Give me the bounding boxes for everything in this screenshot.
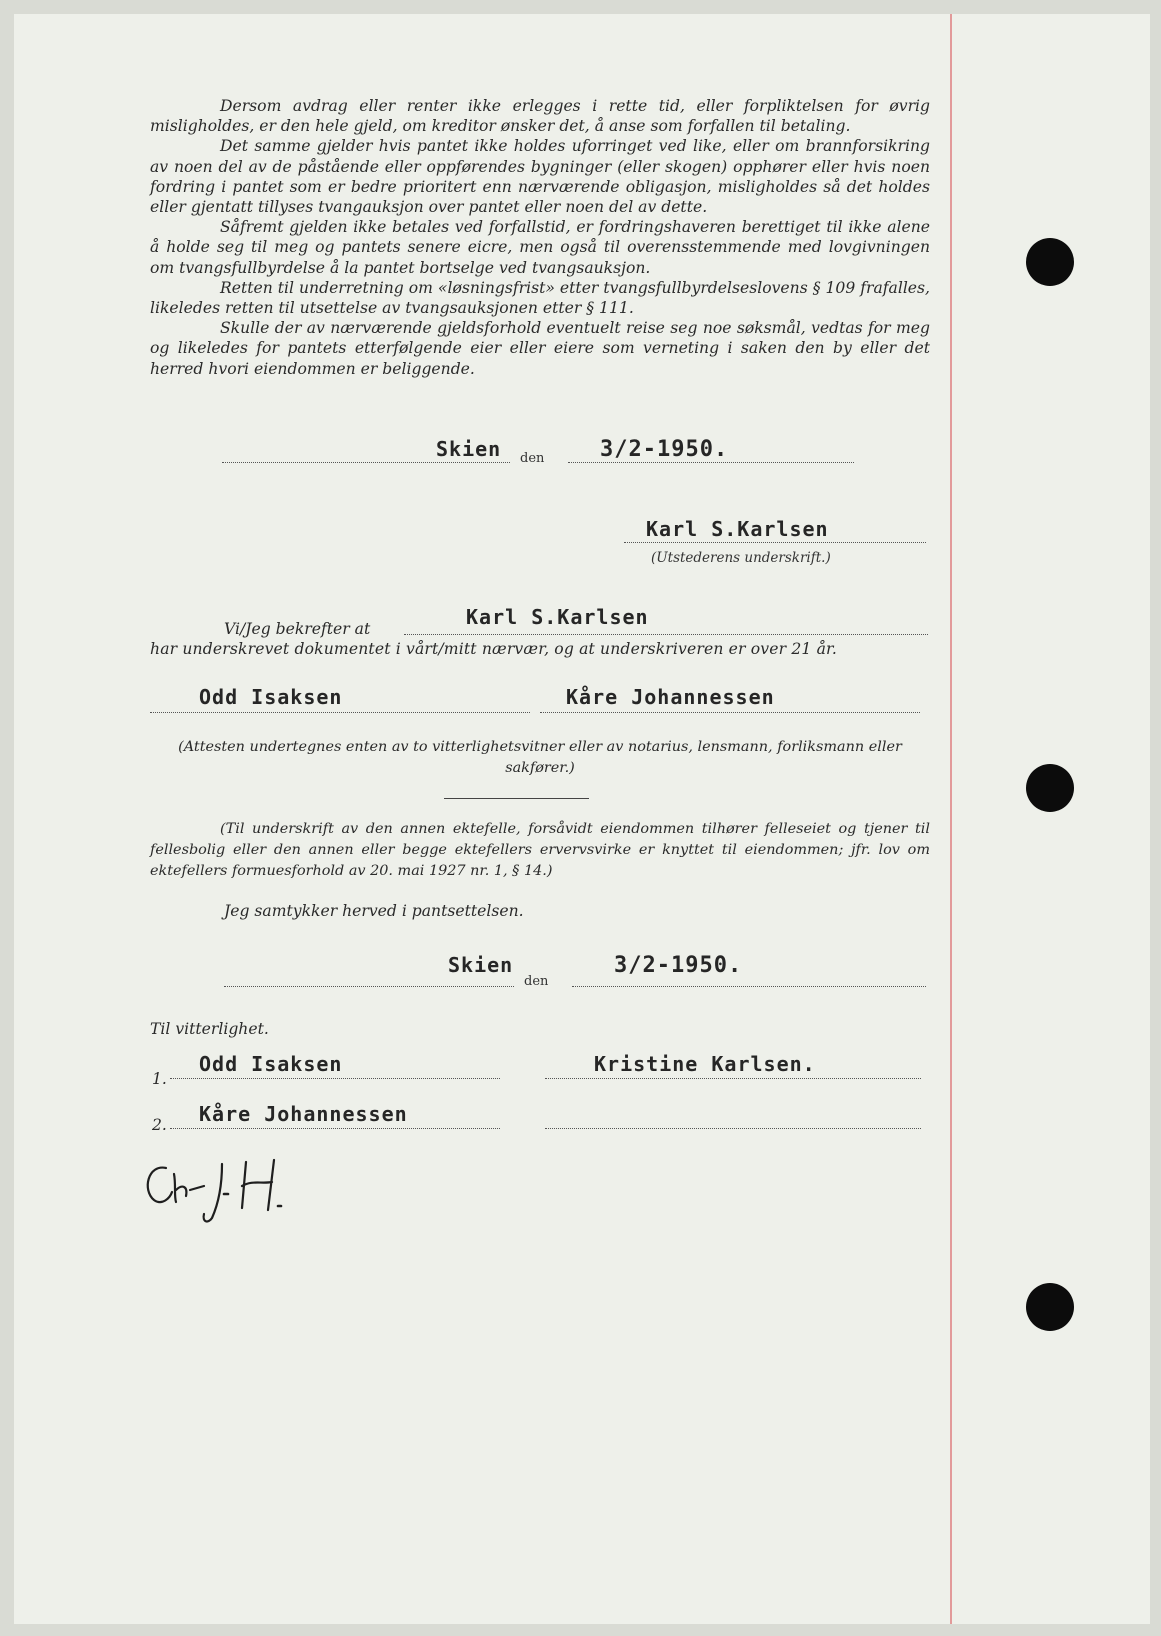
terms-paragraph: Retten til underretning om «løsningsfrist» etter tvangsfullbyrdelseslovens § 109 frafalles, likeledes retten til utsettelse av tvangsauksjonen etter § 111. (150, 278, 930, 318)
signature-caption: (Utstederens underskrift.) (651, 550, 831, 566)
date-dotted-line (568, 462, 854, 463)
attestation-note: (Attesten undertegnes enten av to vitterlighetsvitner eller av notarius, lensmann, forliksmann eller sakfører.) (178, 739, 902, 776)
punch-hole (1026, 1283, 1074, 1331)
issuer-date: 3/2-1950. (600, 437, 729, 462)
separator-line (444, 798, 589, 799)
witness-1-dotted-line (150, 712, 530, 713)
witness-heading: Til vitterlighet. (150, 1020, 269, 1038)
spouse-signature-dotted-line (545, 1078, 921, 1079)
spouse-date: 3/2-1950. (614, 953, 743, 978)
confirmation-witness-1: Odd Isaksen (199, 685, 343, 709)
terms-paragraph: Såfremt gjelden ikke betales ved forfallstid, er fordringshaveren berettiget til ikke alene å holde seg til meg og pantets senere eicre, men også til overensstemmende med lovgivningen om tvangsfullbyrdelse å la pantet bortselge ved tvangsauksjon. (150, 218, 930, 277)
spouse-den-label: den (524, 974, 549, 989)
confirmation-prefix: Vi/Jeg bekrefter at (224, 620, 371, 638)
spouse-note: (Til underskrift av den annen ektefelle, forsåvidt eiendommen tilhører felleseiet og tjener til fellesbolig eller den annen eller begge ektefellers ervervsvirke er knyttet til eiendommen; jfr. lov om ektefellers formuesforhold av 20. mai 1927 nr. 1, § 14.) (150, 821, 930, 879)
confirmation-text: har underskrevet dokumentet i vårt/mitt nærvær, og at underskriveren er over 21 år. (150, 640, 838, 658)
spouse-place-dotted-line (224, 986, 514, 987)
spouse-witness-1: Odd Isaksen (199, 1052, 343, 1076)
issuer-signature: Karl S.Karlsen (646, 517, 829, 541)
punch-hole (1026, 238, 1074, 286)
punch-hole (1026, 764, 1074, 812)
terms-paragraph: Det samme gjelder hvis pantet ikke holdes uforringet ved like, eller om brannforsikring av noen del av de påstående eller oppførendes bygninger (eller skogen) opphører eller hvis noen fordring i pantet som er bedre prioritert enn nærværende obligasjon, misligholdes så det holdes eller gjentatt tillyses tvangauksjon over pantet eller noen del av dette. (150, 137, 930, 217)
blank-dotted-line (545, 1128, 921, 1129)
witness-2-number: 2. (152, 1116, 167, 1134)
confirmed-name: Karl S.Karlsen (466, 605, 649, 629)
handwritten-initials (138, 1150, 298, 1230)
issuer-den-label: den (520, 451, 545, 466)
name-dotted-line (404, 634, 928, 635)
terms-text (150, 96, 930, 379)
spouse-consent: Jeg samtykker herved i pantsettelsen. (224, 902, 524, 920)
spouse-signature: Kristine Karlsen. (594, 1052, 816, 1076)
witness-1-number: 1. (152, 1070, 167, 1088)
spouse-witness-2-dotted-line (170, 1128, 500, 1129)
signature-dotted-line (624, 542, 926, 543)
issuer-place: Skien (436, 437, 502, 461)
witness-2-dotted-line (540, 712, 920, 713)
spouse-date-dotted-line (572, 986, 926, 987)
spouse-place: Skien (448, 953, 514, 977)
place-dotted-line (222, 462, 510, 463)
spouse-witness-2: Kåre Johannessen (199, 1102, 408, 1126)
spouse-witness-1-dotted-line (170, 1078, 500, 1079)
confirmation-witness-2: Kåre Johannessen (566, 685, 775, 709)
terms-paragraph: Skulle der av nærværende gjeldsforhold eventuelt reise seg noe søksmål, vedtas for meg og likeledes for pantets etterfølgende eier eller eiere som verneting i saken den by eller det herred hvori eiendommen er beliggende. (150, 319, 930, 378)
terms-paragraph: Dersom avdrag eller renter ikke erlegges i rette tid, eller forpliktelsen for øvrig misligholdes, er den hele gjeld, om kreditor ønsker det, å anse som forfallen til betaling. (150, 97, 930, 136)
margin-line (950, 14, 952, 1624)
